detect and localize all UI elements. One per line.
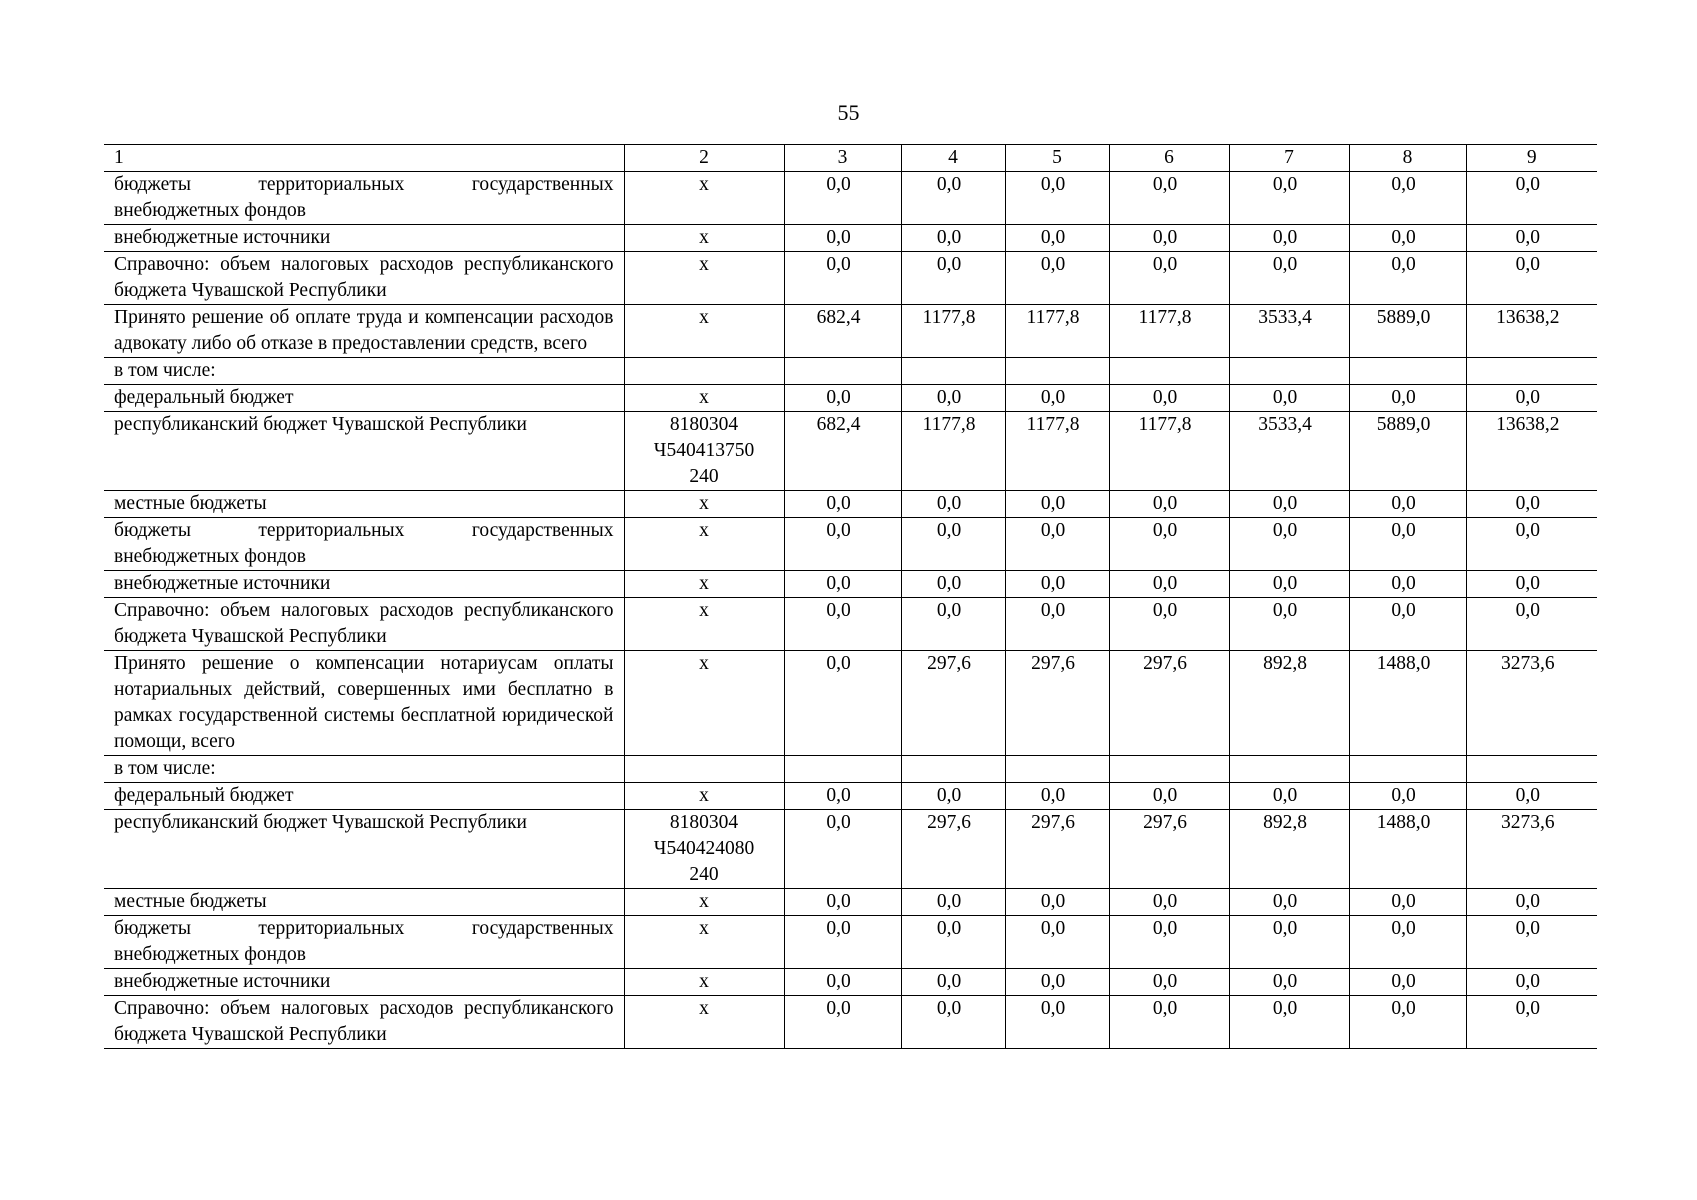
row-value: 682,4 <box>784 412 901 491</box>
table-row <box>104 916 1597 969</box>
row-value <box>1109 756 1229 783</box>
row-value <box>1005 358 1109 385</box>
row-label: внебюджетные источники <box>104 969 624 996</box>
row-value: 0,0 <box>784 889 901 916</box>
row-value: 0,0 <box>784 969 901 996</box>
row-value: 0,0 <box>901 598 1005 651</box>
row-value <box>1005 756 1109 783</box>
table-row <box>104 996 1597 1049</box>
row-value: 0,0 <box>1109 225 1229 252</box>
row-value: 297,6 <box>901 810 1005 889</box>
row-value: 0,0 <box>784 916 901 969</box>
row-code: x <box>624 889 784 916</box>
row-code: x <box>624 225 784 252</box>
row-value: 0,0 <box>1466 172 1597 225</box>
row-value: 297,6 <box>1005 651 1109 756</box>
row-value: 5889,0 <box>1349 412 1466 491</box>
table-row <box>104 385 1597 412</box>
row-value: 5889,0 <box>1349 305 1466 358</box>
row-value: 0,0 <box>1466 252 1597 305</box>
header-cell: 9 <box>1466 145 1597 172</box>
row-value: 0,0 <box>1109 252 1229 305</box>
row-value: 892,8 <box>1229 810 1349 889</box>
row-value: 0,0 <box>1229 491 1349 518</box>
row-code: x <box>624 385 784 412</box>
row-code: x <box>624 598 784 651</box>
header-cell: 3 <box>784 145 901 172</box>
table-row <box>104 491 1597 518</box>
row-value <box>1466 358 1597 385</box>
row-value: 0,0 <box>784 810 901 889</box>
row-label: бюджеты территориальных государственных внебюджетных фондов <box>104 518 624 571</box>
header-row <box>104 145 1597 172</box>
row-value: 0,0 <box>1229 252 1349 305</box>
row-value: 0,0 <box>1466 889 1597 916</box>
row-value: 13638,2 <box>1466 305 1597 358</box>
row-code: x <box>624 172 784 225</box>
row-value: 0,0 <box>1005 225 1109 252</box>
table-row <box>104 969 1597 996</box>
row-code: x <box>624 491 784 518</box>
row-value: 0,0 <box>1109 916 1229 969</box>
row-value: 0,0 <box>901 518 1005 571</box>
row-code: 8180304 Ч540424080 240 <box>624 810 784 889</box>
row-value: 0,0 <box>784 252 901 305</box>
row-value: 0,0 <box>1349 916 1466 969</box>
row-value: 0,0 <box>901 571 1005 598</box>
row-label: бюджеты территориальных государственных внебюджетных фондов <box>104 172 624 225</box>
row-value: 0,0 <box>1349 252 1466 305</box>
row-value: 0,0 <box>784 385 901 412</box>
row-label: республиканский бюджет Чувашской Республики <box>104 810 624 889</box>
row-value: 682,4 <box>784 305 901 358</box>
header-cell: 2 <box>624 145 784 172</box>
row-value: 0,0 <box>1466 518 1597 571</box>
row-value <box>1466 756 1597 783</box>
row-value: 0,0 <box>1229 783 1349 810</box>
row-value <box>784 358 901 385</box>
table-row <box>104 651 1597 756</box>
row-value: 297,6 <box>1109 810 1229 889</box>
row-value: 3533,4 <box>1229 412 1349 491</box>
row-value: 0,0 <box>1005 598 1109 651</box>
row-value: 0,0 <box>1229 172 1349 225</box>
row-value: 0,0 <box>1229 571 1349 598</box>
row-value: 0,0 <box>1466 996 1597 1049</box>
row-value: 0,0 <box>1005 172 1109 225</box>
row-value: 0,0 <box>1229 916 1349 969</box>
row-value: 0,0 <box>784 571 901 598</box>
row-value: 0,0 <box>1109 571 1229 598</box>
row-value: 0,0 <box>1229 385 1349 412</box>
row-value: 0,0 <box>1005 518 1109 571</box>
row-value: 3533,4 <box>1229 305 1349 358</box>
row-label: федеральный бюджет <box>104 385 624 412</box>
row-value: 1177,8 <box>901 412 1005 491</box>
header-cell: 5 <box>1005 145 1109 172</box>
row-value: 0,0 <box>1349 969 1466 996</box>
row-value: 0,0 <box>1466 969 1597 996</box>
table-row <box>104 810 1597 889</box>
row-value: 0,0 <box>1229 598 1349 651</box>
table-row <box>104 172 1597 225</box>
row-value: 0,0 <box>1005 783 1109 810</box>
row-value: 0,0 <box>1109 172 1229 225</box>
row-value: 0,0 <box>1349 385 1466 412</box>
row-value: 0,0 <box>1005 491 1109 518</box>
row-label: местные бюджеты <box>104 889 624 916</box>
row-value: 0,0 <box>1109 969 1229 996</box>
row-label: внебюджетные источники <box>104 571 624 598</box>
row-value: 0,0 <box>1349 571 1466 598</box>
row-value: 0,0 <box>784 996 901 1049</box>
row-code: x <box>624 651 784 756</box>
row-code: x <box>624 252 784 305</box>
row-label: Справочно: объем налоговых расходов республиканского бюджета Чувашской Республики <box>104 996 624 1049</box>
row-value: 0,0 <box>1109 385 1229 412</box>
row-value: 0,0 <box>1005 252 1109 305</box>
table-body <box>104 172 1597 1049</box>
row-value: 0,0 <box>901 889 1005 916</box>
row-value: 0,0 <box>1466 491 1597 518</box>
row-value: 0,0 <box>901 252 1005 305</box>
row-value: 297,6 <box>1005 810 1109 889</box>
row-value: 0,0 <box>1349 598 1466 651</box>
row-label: местные бюджеты <box>104 491 624 518</box>
row-value: 0,0 <box>1005 996 1109 1049</box>
row-value: 0,0 <box>1229 225 1349 252</box>
row-value: 0,0 <box>1466 385 1597 412</box>
table-row <box>104 305 1597 358</box>
row-value: 0,0 <box>1349 889 1466 916</box>
row-code: x <box>624 996 784 1049</box>
row-label: Справочно: объем налоговых расходов республиканского бюджета Чувашской Республики <box>104 598 624 651</box>
row-value: 0,0 <box>1229 996 1349 1049</box>
row-code <box>624 358 784 385</box>
row-value: 3273,6 <box>1466 810 1597 889</box>
row-value: 0,0 <box>784 598 901 651</box>
table-row <box>104 252 1597 305</box>
row-value: 0,0 <box>1466 571 1597 598</box>
row-value: 0,0 <box>1349 491 1466 518</box>
row-value: 3273,6 <box>1466 651 1597 756</box>
row-value: 1488,0 <box>1349 651 1466 756</box>
row-value: 0,0 <box>901 969 1005 996</box>
row-value: 0,0 <box>1109 491 1229 518</box>
row-value: 1177,8 <box>901 305 1005 358</box>
row-value: 0,0 <box>1109 518 1229 571</box>
row-value <box>1109 358 1229 385</box>
row-value: 0,0 <box>901 491 1005 518</box>
row-code <box>624 756 784 783</box>
row-value <box>901 358 1005 385</box>
row-label: Принято решение о компенсации нотариусам оплаты нотариальных действий, совершенных ими бесплатно в рамках государственной системы бесплатной юридической помощи, всего <box>104 651 624 756</box>
row-value <box>1229 756 1349 783</box>
table-row <box>104 783 1597 810</box>
row-value: 0,0 <box>901 783 1005 810</box>
row-value <box>1349 756 1466 783</box>
row-value <box>784 756 901 783</box>
table-row <box>104 518 1597 571</box>
table-row <box>104 889 1597 916</box>
row-value: 0,0 <box>1349 225 1466 252</box>
row-label: бюджеты территориальных государственных внебюджетных фондов <box>104 916 624 969</box>
row-value: 0,0 <box>1005 916 1109 969</box>
row-value: 0,0 <box>1349 996 1466 1049</box>
row-label: федеральный бюджет <box>104 783 624 810</box>
row-value: 0,0 <box>1005 969 1109 996</box>
page-number: 55 <box>837 100 860 125</box>
row-code: 8180304 Ч540413750 240 <box>624 412 784 491</box>
row-value: 1488,0 <box>1349 810 1466 889</box>
row-value: 0,0 <box>1466 916 1597 969</box>
row-value: 0,0 <box>784 518 901 571</box>
row-value: 0,0 <box>1466 225 1597 252</box>
header-cell: 7 <box>1229 145 1349 172</box>
table-row <box>104 225 1597 252</box>
header-cell: 4 <box>901 145 1005 172</box>
table-row <box>104 412 1597 491</box>
row-code: x <box>624 969 784 996</box>
row-label: Принято решение об оплате труда и компенсации расходов адвокату либо об отказе в предоставлении средств, всего <box>104 305 624 358</box>
row-value: 892,8 <box>1229 651 1349 756</box>
row-value: 0,0 <box>1349 172 1466 225</box>
table-row <box>104 571 1597 598</box>
row-value <box>901 756 1005 783</box>
row-value: 0,0 <box>784 651 901 756</box>
row-value: 1177,8 <box>1109 305 1229 358</box>
row-value <box>1229 358 1349 385</box>
row-label: в том числе: <box>104 756 624 783</box>
row-label: республиканский бюджет Чувашской Республики <box>104 412 624 491</box>
row-value: 0,0 <box>1229 889 1349 916</box>
row-value: 0,0 <box>901 996 1005 1049</box>
header-cell: 1 <box>104 145 624 172</box>
row-code: x <box>624 571 784 598</box>
row-code: x <box>624 783 784 810</box>
row-value: 0,0 <box>1005 571 1109 598</box>
header-cell: 6 <box>1109 145 1229 172</box>
row-code: x <box>624 305 784 358</box>
row-value: 0,0 <box>1349 518 1466 571</box>
row-label: в том числе: <box>104 358 624 385</box>
row-value: 0,0 <box>1229 969 1349 996</box>
row-value: 0,0 <box>1349 783 1466 810</box>
row-value: 0,0 <box>901 385 1005 412</box>
row-value: 0,0 <box>901 225 1005 252</box>
row-value: 1177,8 <box>1005 412 1109 491</box>
row-value: 0,0 <box>784 783 901 810</box>
row-value: 1177,8 <box>1005 305 1109 358</box>
budget-table <box>104 144 1597 1049</box>
table-row <box>104 598 1597 651</box>
row-value: 13638,2 <box>1466 412 1597 491</box>
header-cell: 8 <box>1349 145 1466 172</box>
row-value: 0,0 <box>901 916 1005 969</box>
row-value: 297,6 <box>901 651 1005 756</box>
row-value: 0,0 <box>1466 783 1597 810</box>
row-code: x <box>624 916 784 969</box>
row-value: 0,0 <box>901 172 1005 225</box>
row-code: x <box>624 518 784 571</box>
row-value: 0,0 <box>1109 598 1229 651</box>
row-label: Справочно: объем налоговых расходов республиканского бюджета Чувашской Республики <box>104 252 624 305</box>
row-value: 1177,8 <box>1109 412 1229 491</box>
row-value: 0,0 <box>1109 996 1229 1049</box>
row-value: 0,0 <box>784 172 901 225</box>
row-value: 0,0 <box>1229 518 1349 571</box>
row-value <box>1349 358 1466 385</box>
row-value: 0,0 <box>1466 598 1597 651</box>
row-value: 0,0 <box>784 491 901 518</box>
table-row <box>104 358 1597 385</box>
row-value: 0,0 <box>1005 385 1109 412</box>
row-value: 0,0 <box>1109 889 1229 916</box>
row-value: 0,0 <box>1005 889 1109 916</box>
table-row <box>104 756 1597 783</box>
row-value: 0,0 <box>784 225 901 252</box>
row-value: 0,0 <box>1109 783 1229 810</box>
row-value: 297,6 <box>1109 651 1229 756</box>
row-label: внебюджетные источники <box>104 225 624 252</box>
